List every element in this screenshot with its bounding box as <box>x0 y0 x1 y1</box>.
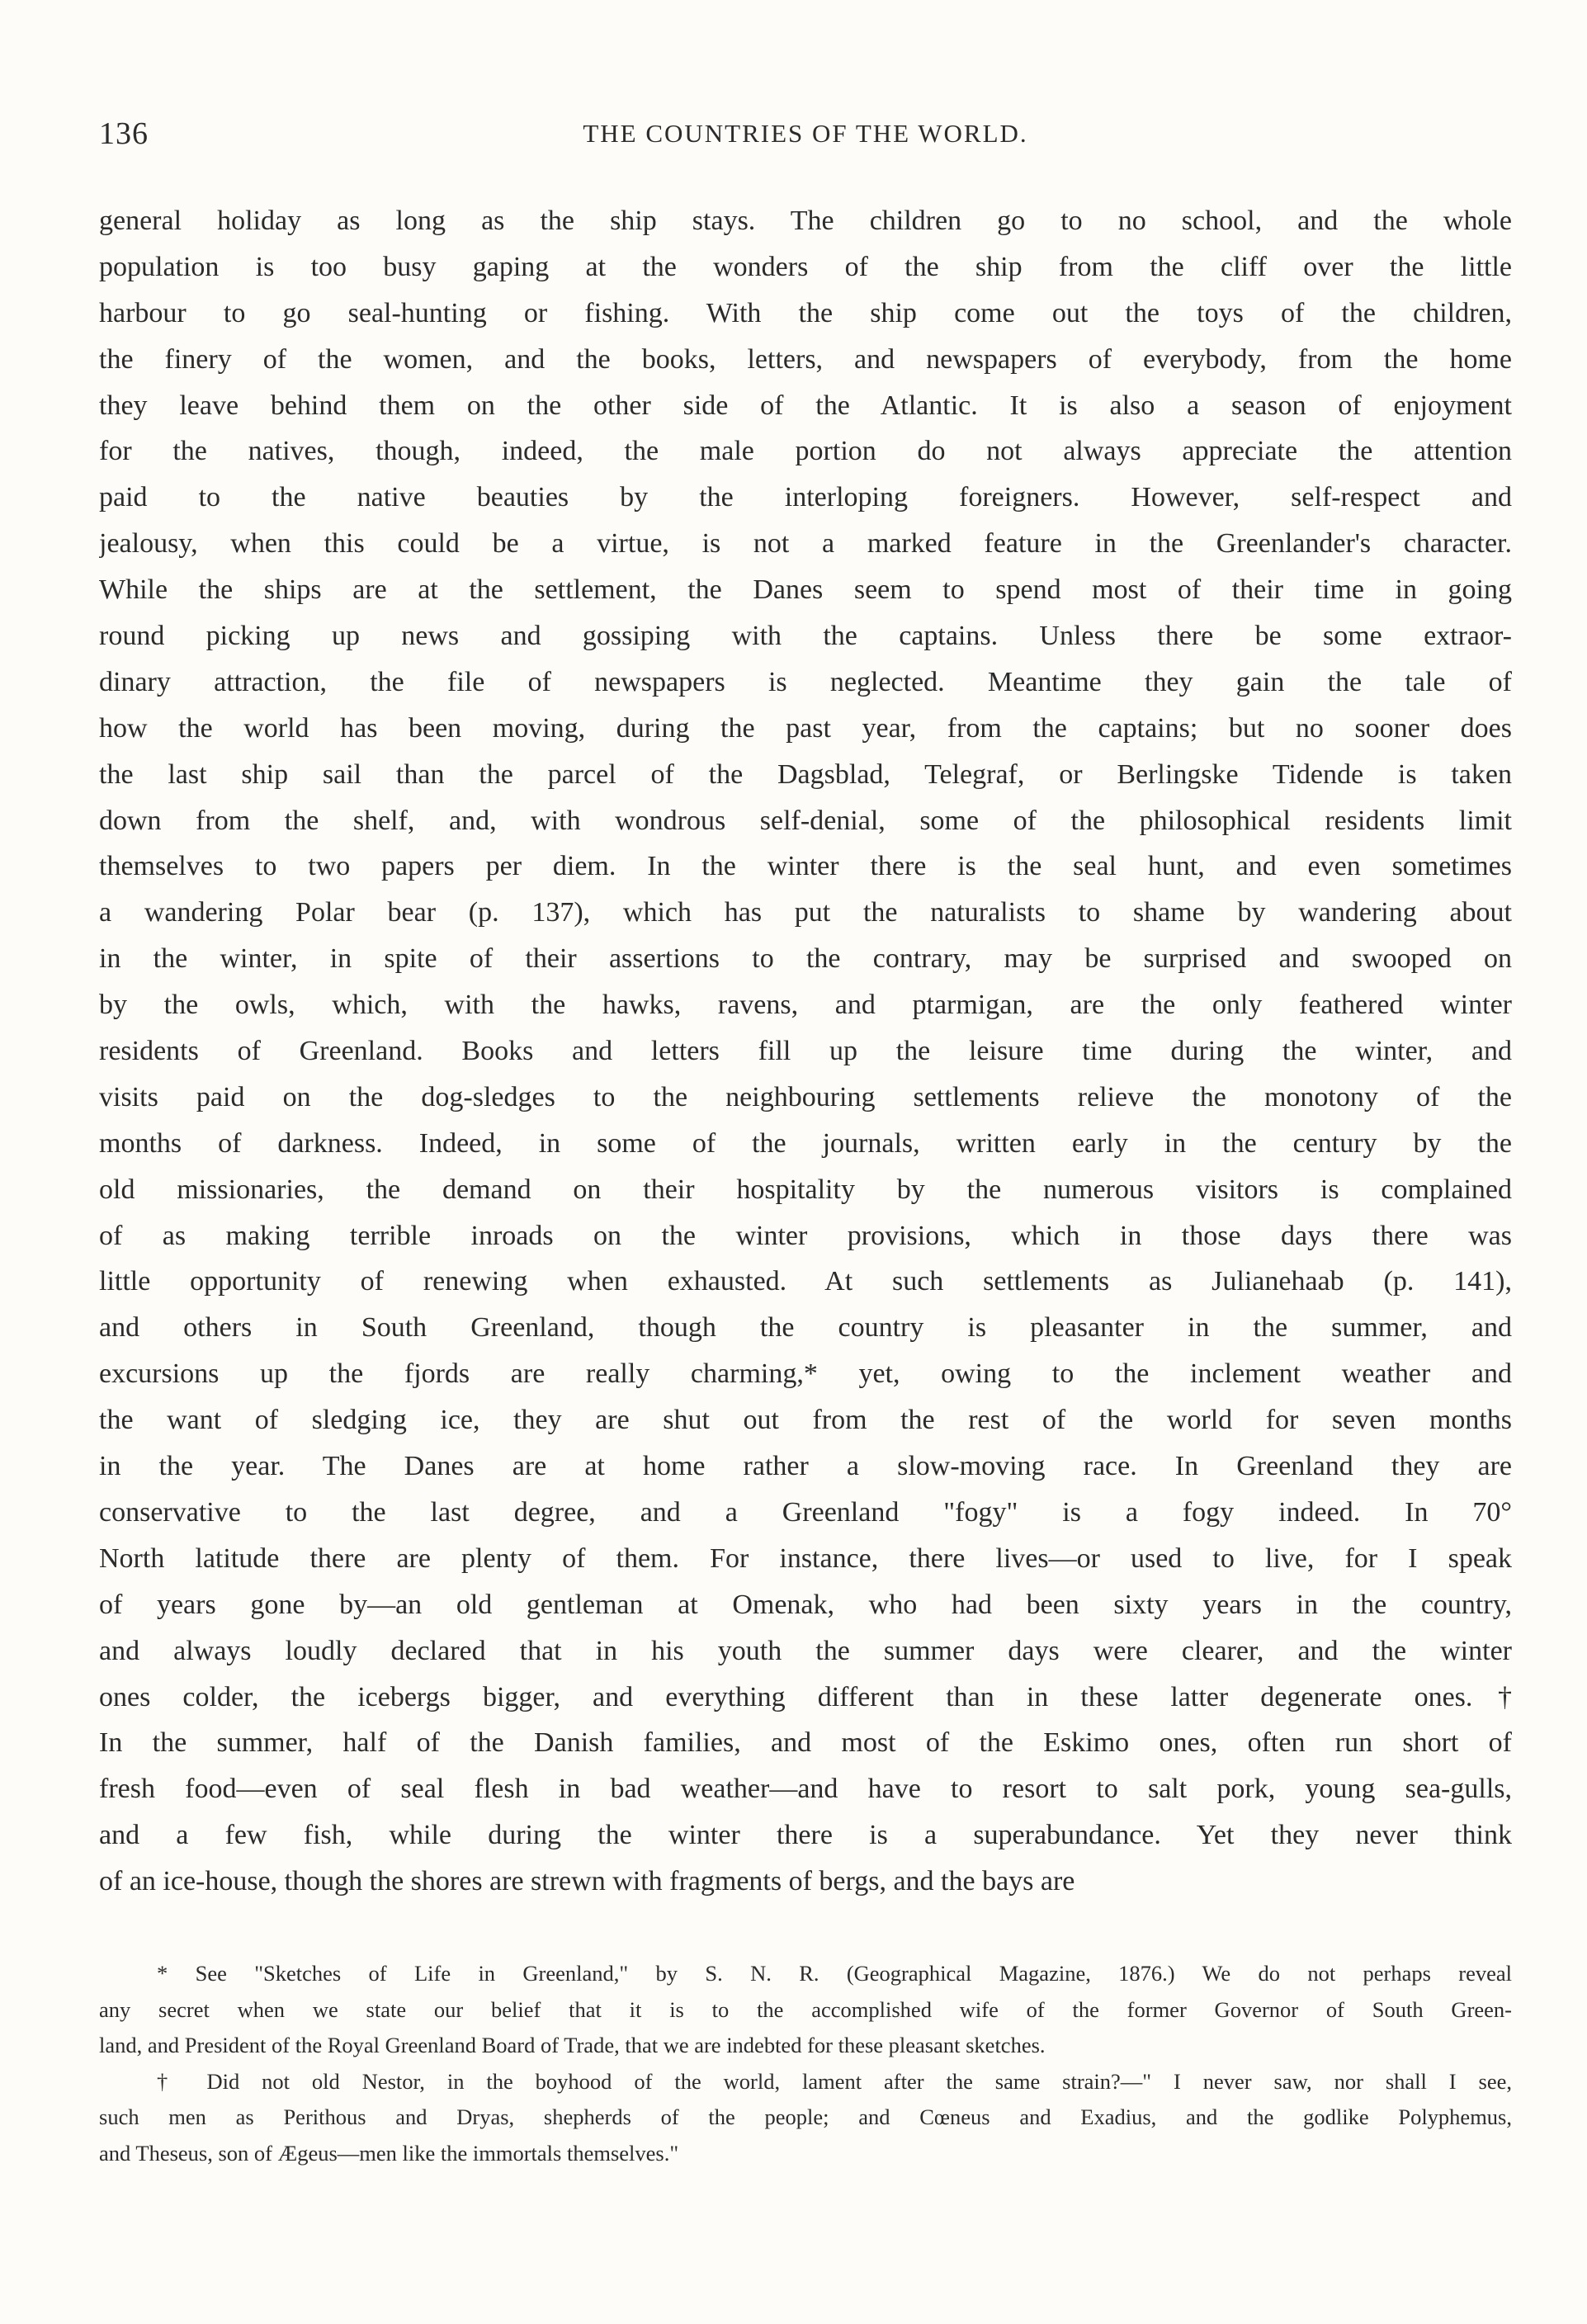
footnotes <box>99 1956 1512 2171</box>
text-line: in the winter, in spite of their assertions to the contrary, may be surprised and swooped on <box>99 943 1512 975</box>
text-line: residents of Greenland. Books and letters fill up the leisure time during the winter, and <box>99 1036 1512 1067</box>
text-line: and always loudly declared that in his youth the summer days were clearer, and the winter <box>99 1635 1512 1666</box>
text-line: conservative to the last degree, and a Greenland "fogy" is a fogy indeed. In 70° <box>99 1496 1512 1528</box>
text-line: and a few fish, while during the winter there is a superabundance. Yet they never think <box>99 1820 1512 1851</box>
text-line: North latitude there are plenty of them. For instance, there lives—or used to live, for I speak <box>99 1542 1512 1574</box>
text-line: paid to the native beauties by the interloping foreigners. However, self-respect and <box>99 482 1512 513</box>
text-line: by the owls, which, with the hawks, ravens, and ptarmigan, are the only feathered winter <box>99 990 1512 1021</box>
text-line: jealousy, when this could be a virtue, is not a marked feature in the Greenlander's character. <box>99 528 1512 560</box>
text-line: and others in South Greenland, though the country is pleasanter in the summer, and <box>99 1312 1512 1344</box>
text-line: excursions up the fjords are really charming,* yet, owing to the inclement weather and <box>99 1358 1512 1390</box>
text-line: harbour to go seal-hunting or fishing. With the ship come out the toys of the children, <box>99 297 1512 328</box>
text-line: the last ship sail than the parcel of the Dagsblad, Telegraf, or Berlingske Tidende is taken <box>99 758 1512 790</box>
footnote <box>99 1956 1512 2064</box>
running-head: THE COUNTRIES OF THE WORLD. <box>583 119 1028 148</box>
text-line: of an ice-house, though the shores are strewn with fragments of bergs, and the bays are <box>99 1866 1075 1897</box>
text-line: dinary attraction, the file of newspapers is neglected. Meantime they gain the tale of <box>99 666 1512 697</box>
text-line: they leave behind them on the other side of the Atlantic. It is also a season of enjoyment <box>99 390 1512 421</box>
text-line: a wandering Polar bear (p. 137), which has put the naturalists to shame by wandering about <box>99 897 1512 928</box>
text-line: old missionaries, the demand on their hospitality by the numerous visitors is complained <box>99 1174 1512 1205</box>
text-line: for the natives, though, indeed, the male portion do not always appreciate the attention <box>99 436 1512 467</box>
footnote-line: land, and President of the Royal Greenland Board of Trade, that we are indebted for these pleasant sketches. <box>99 2033 1046 2057</box>
footnote-line: any secret when we state our belief that it is to the accomplished wife of the former Governor of South Green- <box>99 1996 1512 2022</box>
footnote-line: † Did not old Nestor, in the boyhood of the world, lament after the same strain?—" I never saw, nor shall I see, <box>157 2068 1512 2094</box>
page-number: 136 <box>99 116 149 151</box>
text-line: little opportunity of renewing when exhausted. At such settlements as Julianehaab (p. 141), <box>99 1266 1512 1297</box>
text-line: the want of sledging ice, they are shut out from the rest of the world for seven months <box>99 1405 1512 1436</box>
body-text <box>99 198 1512 1905</box>
text-line: fresh food—even of seal flesh in bad weather—and have to resort to salt pork, young sea-gulls, <box>99 1774 1512 1805</box>
text-line: ones colder, the icebergs bigger, and everything different than in these latter degenerate ones.† <box>99 1681 1512 1712</box>
text-line: visits paid on the dog-sledges to the neighbouring settlements relieve the monotony of the <box>99 1081 1512 1112</box>
text-line: months of darkness. Indeed, in some of the journals, written early in the century by the <box>99 1127 1512 1159</box>
text-line: general holiday as long as the ship stays. The children go to no school, and the whole <box>99 205 1512 236</box>
text-line: how the world has been moving, during the past year, from the captains; but no sooner does <box>99 712 1512 744</box>
footnote-line: such men as Perithous and Dryas, shepherds of the people; and Cœneus and Exadius, and the godlike Polyphemus, <box>99 2104 1512 2129</box>
text-line: down from the shelf, and, with wondrous self-denial, some of the philosophical residents limit <box>99 805 1512 836</box>
page-header <box>99 116 1512 165</box>
text-line: themselves to two papers per diem. In the winter there is the seal hunt, and even sometimes <box>99 851 1512 882</box>
text-line: In the summer, half of the Danish families, and most of the Eskimo ones, often run short of <box>99 1727 1512 1759</box>
text-line: round picking up news and gossiping with the captains. Unless there be some extraor- <box>99 621 1512 652</box>
text-line: While the ships are at the settlement, the Danes seem to spend most of their time in going <box>99 574 1512 606</box>
footnote <box>99 2064 1512 2172</box>
text-line: population is too busy gaping at the wonders of the ship from the cliff over the little <box>99 251 1512 282</box>
footnote-line: and Theseus, son of Ægeus—men like the immortals themselves." <box>99 2140 679 2166</box>
footnote-line: * See "Sketches of Life in Greenland," by S. N. R. (Geographical Magazine, 1876.) We do not perhaps reveal <box>157 1961 1512 1986</box>
text-line: in the year. The Danes are at home rather a slow-moving race. In Greenland they are <box>99 1451 1512 1482</box>
text-line: the finery of the women, and the books, letters, and newspapers of everybody, from the home <box>99 343 1512 375</box>
text-line: of years gone by—an old gentleman at Omenak, who had been sixty years in the country, <box>99 1589 1512 1620</box>
text-line: of as making terrible inroads on the winter provisions, which in those days there was <box>99 1220 1512 1251</box>
